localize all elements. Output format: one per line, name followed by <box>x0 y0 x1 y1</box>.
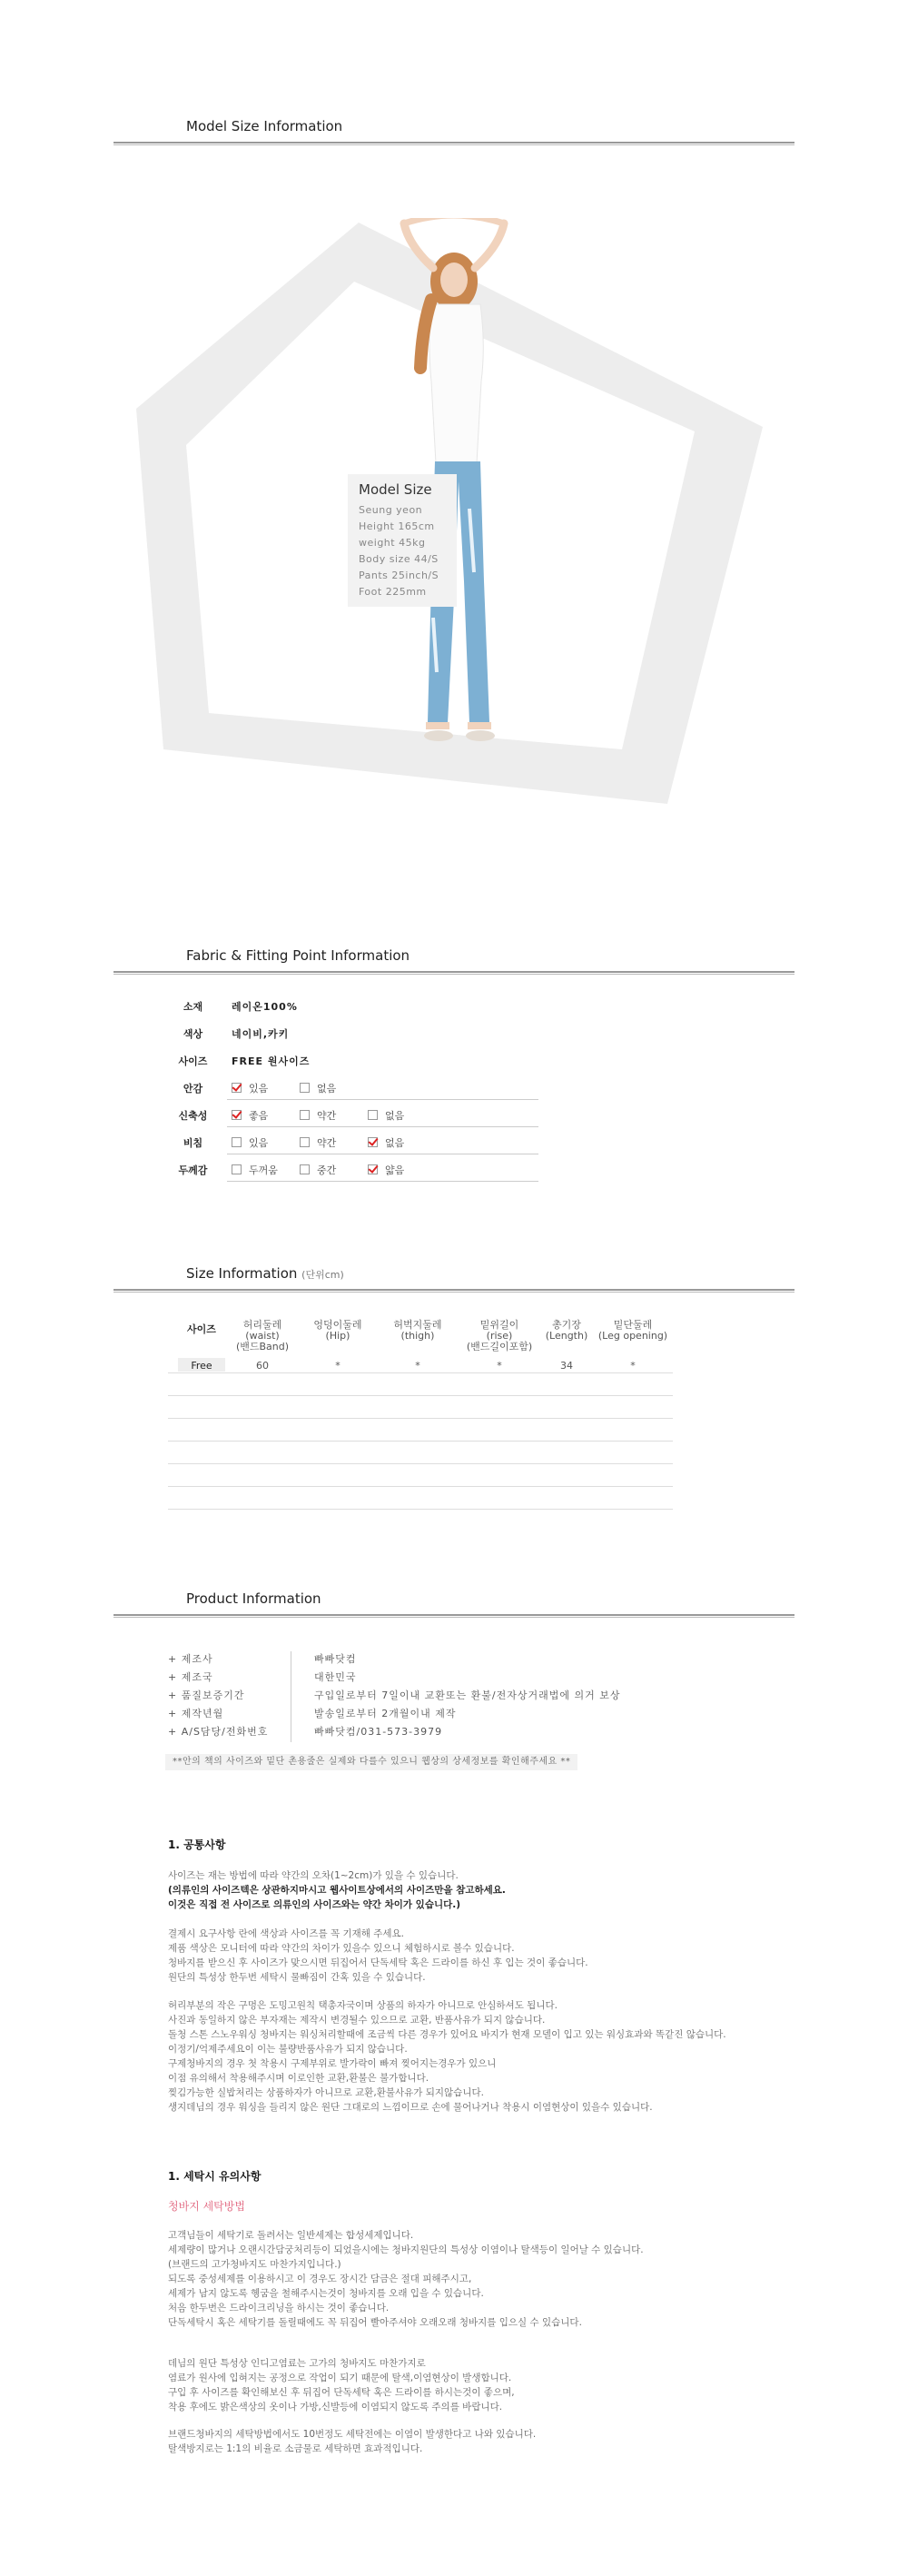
size-row-divider <box>168 1441 673 1442</box>
size-row-divider <box>168 1418 673 1419</box>
size-header-thigh: 허벅지둘레 (thigh) <box>393 1319 442 1342</box>
product-value: 발송일로부터 2개월이내 제작 <box>314 1708 457 1719</box>
option-thin[interactable]: 얇음 <box>368 1163 404 1177</box>
size-cell-leg-opening: * <box>630 1360 636 1372</box>
fabric-label: 비침 <box>183 1137 203 1149</box>
section-rule <box>114 971 794 975</box>
product-label: + A/S담당/전화번호 <box>168 1726 269 1738</box>
size-cell-free: Free <box>191 1360 212 1372</box>
section-title-fabric: Fabric & Fitting Point Information <box>186 947 410 964</box>
checkbox-checked-icon <box>368 1164 378 1174</box>
size-header-size: 사이즈 <box>187 1323 216 1335</box>
checkbox-icon <box>300 1137 310 1147</box>
common-paragraph-3: 허리부분의 작은 구멍은 도밍고원칙 택총자국이며 상품의 하자가 아니므로 안심하셔도 됩니다. 사진과 동일하지 않은 부자재는 제작시 변경될수 있으므로 교환, 반품사유가 되지 않습니다. 돌청 스톤 스노우워싱 청바지는 워싱처리할때에 조금씩 다른 경우가 있어요 바지가 현재 모델이 입고 있는 워싱효과와 똑같진 않습니다. 이정기/억제주세요이 이는 불량반품사유가 되지 않습니다. 구제청바지의 경우 첫 착용시 구제부위로 발가락이 빠져 찢어지는경우가 있으니 이점 유의해서 착용해주시며 이로인한 교환,환불은 불가합니다. 찢김가능한 실밥처리는 상품하자가 아니므로 교환,환불사유가 되지않습니다. 생지데님의 경우 워싱을 들리지 않은 원단 그대로의 느낌이므로 손에 물어나거나 착용시 이염현상이 있을수 있습니다. <box>168 2000 726 2113</box>
size-header-rise: 밑위길이 (rise) (밴드길이포함) <box>466 1319 533 1352</box>
wash-title: 1. 세탁시 유의사항 <box>168 2170 262 2183</box>
checkbox-icon <box>300 1110 310 1120</box>
size-header-waist: 허리둘레 (waist) (밴드Band) <box>235 1319 290 1352</box>
fabric-label: 신축성 <box>178 1110 208 1122</box>
size-header-hip: 엉덩이둘레 (Hip) <box>313 1319 362 1342</box>
size-header-length: 총기장 (Length) <box>545 1319 588 1342</box>
product-notice: **안의 책의 사이즈와 밑단 촌용줄은 실제와 다를수 있으니 웹상의 상세정보를 확인해주세요 ** <box>165 1754 577 1770</box>
size-cell-hip: * <box>335 1360 340 1372</box>
product-label: + 제조사 <box>168 1653 213 1665</box>
model-card-heading: Model Size <box>359 481 432 498</box>
product-label: + 품질보증기간 <box>168 1689 245 1701</box>
section-title-product: Product Information <box>186 1590 321 1607</box>
fabric-label: 두께감 <box>178 1164 208 1176</box>
size-cell-thigh: * <box>415 1360 420 1372</box>
common-paragraph-1: 사이즈는 재는 방법에 따라 약간의 오차(1~2cm)가 있을 수 있습니다. (의류인의 사이즈텍은 상관하지마시고 웹사이트상에서의 사이즈만을 참고하세요. 이것은 직접 전 사이즈로 의류인의 사이즈와는 약간 차이가 있습니다.) <box>168 1870 506 1910</box>
size-row-divider <box>168 1463 673 1464</box>
fabric-label: 소재 <box>183 1001 203 1013</box>
product-value: 빠빠닷컴/031-573-3979 <box>314 1726 443 1738</box>
option-yes[interactable]: 있음 <box>232 1135 268 1150</box>
checkbox-icon <box>300 1083 310 1093</box>
model-size-card <box>348 474 457 607</box>
wash-paragraph-3: 브랜드청바지의 세탁방법에서도 10번정도 세탁전에는 이염이 발생한다고 나와 있습니다. 탈색방지로는 1:1의 비율로 소금물로 세탁하면 효과적입니다. <box>168 2429 537 2454</box>
checkbox-icon <box>232 1137 242 1147</box>
size-row-divider <box>168 1509 673 1510</box>
checkbox-icon <box>300 1164 310 1174</box>
section-title-size: Size Information (단위cm) <box>186 1265 344 1282</box>
option-none[interactable]: 없음 <box>368 1108 404 1123</box>
option-yes[interactable]: 있음 <box>232 1081 268 1095</box>
option-none[interactable]: 없음 <box>368 1135 404 1150</box>
section-rule <box>114 1614 794 1618</box>
fabric-value: 네이비,카키 <box>232 1028 290 1040</box>
size-cell-waist: 60 <box>256 1360 269 1372</box>
model-height: Height 165cm <box>359 520 435 532</box>
fabric-value: 레이온100% <box>232 1001 298 1013</box>
section-rule <box>114 1289 794 1293</box>
model-weight: weight 45kg <box>359 537 426 549</box>
wash-subtitle: 청바지 세탁방법 <box>168 2200 245 2213</box>
checkbox-checked-icon <box>232 1110 242 1120</box>
option-medium[interactable]: 중간 <box>300 1163 336 1177</box>
size-header-leg-opening: 밑단둘레 (Leg opening) <box>597 1319 668 1342</box>
product-label: + 제작년월 <box>168 1708 224 1719</box>
product-value: 구입일로부터 7일이내 교환또는 환불/전자상거래법에 의거 보상 <box>314 1689 621 1701</box>
checkbox-icon <box>232 1164 242 1174</box>
size-row-divider <box>168 1372 673 1373</box>
row-divider <box>227 1181 538 1182</box>
option-no[interactable]: 없음 <box>300 1081 336 1095</box>
fabric-label: 사이즈 <box>178 1055 208 1067</box>
checkbox-icon <box>368 1110 378 1120</box>
checkbox-checked-icon <box>232 1083 242 1093</box>
product-value: 빠빠닷컴 <box>314 1653 357 1665</box>
fabric-label: 색상 <box>183 1028 203 1040</box>
row-divider <box>227 1099 538 1100</box>
model-body-size: Body size 44/S <box>359 553 439 565</box>
common-title: 1. 공통사항 <box>168 1838 226 1851</box>
wash-paragraph-2: 데님의 원단 특성상 인디고염료는 고가의 청바지도 마찬가지로 염료가 원사에 입혀지는 공정으로 작업이 되기 때문에 탈색,이염현상이 발생합니다. 구입 후 사이즈를 확인해보신 후 뒤집어 단독세탁 혹은 드라이를 하시는것이 좋으며, 착용 후에도 밝은색상의 옷이나 가방,신발등에 이염되지 않도록 주의를 바랍니다. <box>168 2358 515 2413</box>
common-paragraph-2: 결제시 요구사항 란에 색상과 사이즈를 꼭 기재해 주세요. 제품 색상은 모니터에 따라 약간의 차이가 있을수 있으니 체험하시로 볼수 있습니다. 청바지를 받으신 후 사이즈가 맞으시면 뒤집어서 단독세탁 혹은 드라이를 하신 후 입는 것이 좋습니다. 원단의 특성상 한두번 세탁시 물빠짐이 간혹 있을 수 있습니다. <box>168 1928 588 1983</box>
checkbox-checked-icon <box>368 1137 378 1147</box>
size-cell-length: 34 <box>560 1360 573 1372</box>
model-name: Seung yeon <box>359 504 423 516</box>
fabric-label: 안감 <box>183 1083 203 1095</box>
size-cell-rise: * <box>497 1360 502 1372</box>
product-value: 대한민국 <box>314 1671 357 1683</box>
size-row-divider <box>168 1486 673 1487</box>
option-good[interactable]: 좋음 <box>232 1108 268 1123</box>
fabric-value: FREE 원사이즈 <box>232 1055 311 1067</box>
model-foot: Foot 225mm <box>359 586 427 598</box>
size-row-divider <box>168 1395 673 1396</box>
option-thick[interactable]: 두꺼움 <box>232 1163 278 1177</box>
option-slight[interactable]: 약간 <box>300 1135 336 1150</box>
size-unit: (단위cm) <box>301 1269 344 1281</box>
product-label: + 제조국 <box>168 1671 213 1683</box>
section-rule <box>114 142 794 145</box>
option-slight[interactable]: 약간 <box>300 1108 336 1123</box>
model-pants: Pants 25inch/S <box>359 570 439 581</box>
wash-paragraph-1: 고객님들이 세탁기로 돌려서는 일반세제는 합성세제입니다. 세제량이 많거나 오랜시간담궁처리등이 되었을시에는 청바지원단의 특성상 이염이나 탈색등이 일어날 수 있습니다. (브랜드의 고가청바지도 마찬가지입니다.) 되도록 중성세제를 이용하시고 이 경우도 장시간 담금은 절대 피해주시고, 세제가 남지 않도록 헹굼을 철해주시는것이 청바지를 오래 입을 수 있습니다. 처음 한두번은 드라이크리닝을 하시는 것이 좋습니다. 단독세탁시 혹은 세탁기를 돌릴때에도 꼭 뒤집어 빨아주셔야 오래오래 청바지를 입으실 수 있습니다. <box>168 2230 644 2328</box>
row-divider <box>227 1126 538 1127</box>
section-title-model: Model Size Information <box>186 118 343 134</box>
